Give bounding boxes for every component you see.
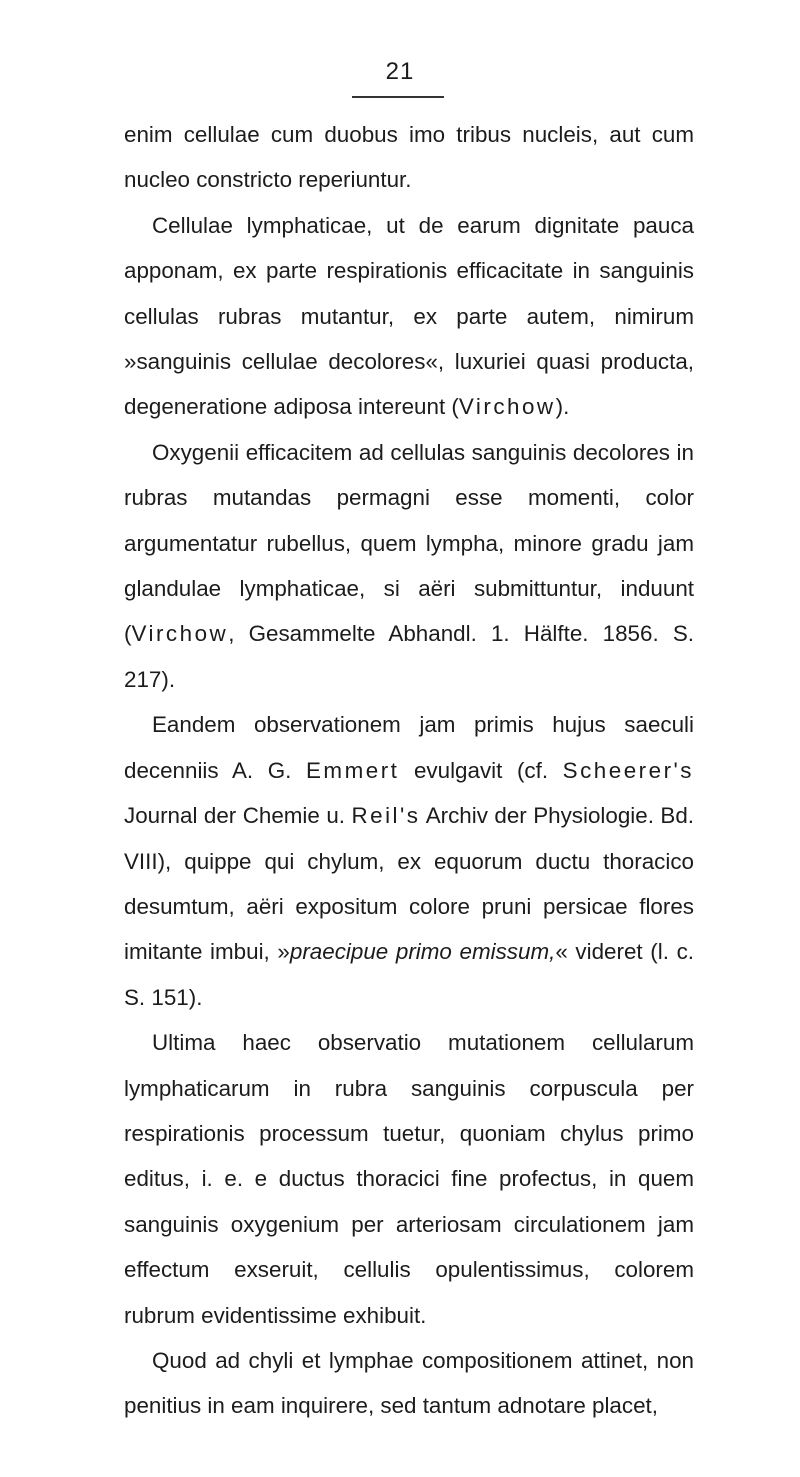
header-rule xyxy=(352,96,444,98)
paragraph xyxy=(124,112,694,203)
paragraph xyxy=(124,203,694,430)
page-number: 21 xyxy=(385,58,415,85)
text-run: Cellulae lymphaticae, ut de earum dignitate pauca apponam, ex parte respirationis efficacitate in sanguinis cellulas rubras mutantur, ex parte autem, nimirum »sanguinis cellulae decolores«, luxuriei quasi producta, degeneratione adiposa intereunt ( xyxy=(124,212,694,420)
text-run: Quod ad chyli et lymphae compositionem attinet, non penitius in eam inquirere, sed tantum adnotare placet, xyxy=(124,1347,694,1419)
text-run: evulgavit (cf. xyxy=(399,757,563,783)
paragraph xyxy=(124,1020,694,1338)
body-text xyxy=(124,112,694,1429)
italic-quote: praecipue primo emissum, xyxy=(289,939,556,965)
text-run: , Gesammelte Abhandl. 1. Hälfte. 1856. S. 217). xyxy=(124,621,694,692)
text-run: Journal der Chemie u. xyxy=(124,803,352,829)
text-run: Archiv der Physiologie. Bd. VIII), quippe qui chylum, ex equorum ductu thoracico desumtum, aëri expositum colore pruni persicae flores imitante imbui, » xyxy=(124,803,694,965)
author-name: Scheerer's xyxy=(562,757,694,783)
text-run: ). xyxy=(555,394,570,420)
paragraph xyxy=(124,430,694,702)
text-run: Ultima haec observatio mutationem cellularum lymphaticarum in rubra sanguinis corpuscula per respirationis processum tuetur, quoniam chylus primo editus, i. e. e ductus thoracici fine profectus, in quem sanguinis oxygenium per arteriosam circulationem jam effectum exseruit, cellulis opulentissimus, colorem rubrum evidentissime exhibuit. xyxy=(124,1030,694,1328)
author-name: Virchow xyxy=(458,394,556,420)
paragraph xyxy=(124,702,694,1020)
author-name: Reil's xyxy=(351,803,421,829)
paragraph xyxy=(124,1338,694,1429)
text-run: enim cellulae cum duobus imo tribus nucleis, aut cum nucleo constricto reperiuntur. xyxy=(124,122,694,193)
text-run: « videret (l. c. S. 151). xyxy=(124,939,695,1010)
author-name: Emmert xyxy=(306,757,400,783)
text-run: Oxygenii efficacitem ad cellulas sanguinis decolores in rubras mutandas permagni esse momenti, color argumentatur rubellus, quem lympha, minore gradu jam glandulae lymphaticae, si aëri submittuntur, induunt ( xyxy=(124,439,694,647)
author-name: Virchow xyxy=(131,621,229,647)
text-run: Eandem observationem jam primis hujus saeculi decenniis A. G. xyxy=(124,712,694,783)
